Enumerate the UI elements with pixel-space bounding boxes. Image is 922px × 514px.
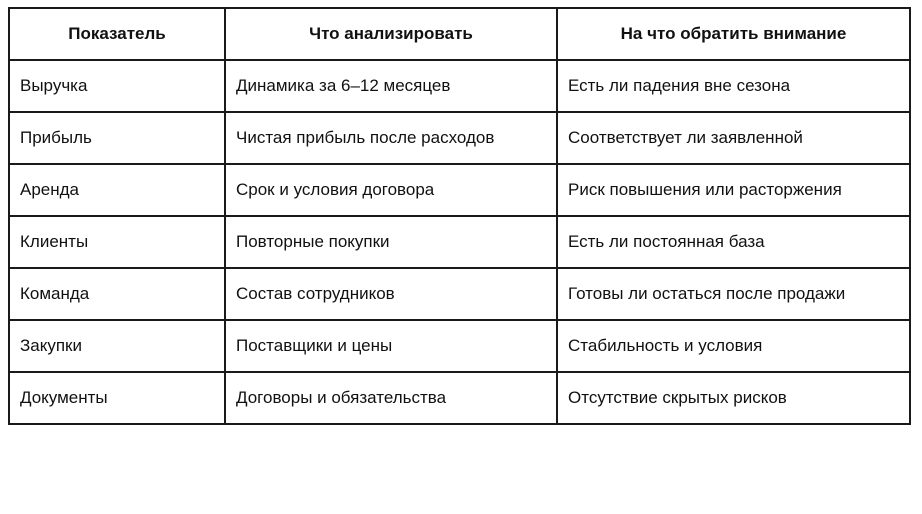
indicator-cell: Выручка [9,60,225,112]
attention-cell: Есть ли постоянная база [557,216,910,268]
indicator-cell: Документы [9,372,225,424]
analyze-cell: Состав сотрудников [225,268,557,320]
analyze-cell: Срок и условия договора [225,164,557,216]
header-what-to-analyze: Что анализировать [225,8,557,60]
attention-cell: Стабильность и условия [557,320,910,372]
analyze-cell: Повторные покупки [225,216,557,268]
attention-cell: Готовы ли остаться после продажи [557,268,910,320]
header-what-to-watch: На что обратить внимание [557,8,910,60]
indicator-cell: Аренда [9,164,225,216]
analysis-table [8,7,911,425]
table-row [9,372,910,424]
attention-cell: Отсутствие скрытых рисков [557,372,910,424]
indicator-cell: Клиенты [9,216,225,268]
table-row [9,164,910,216]
analyze-cell: Чистая прибыль после расходов [225,112,557,164]
indicator-cell: Закупки [9,320,225,372]
analyze-cell: Договоры и обязательства [225,372,557,424]
table-row [9,268,910,320]
header-row [9,8,910,60]
header-indicator: Показатель [9,8,225,60]
table-row [9,112,910,164]
table-row [9,320,910,372]
indicator-cell: Команда [9,268,225,320]
attention-cell: Риск повышения или расторжения [557,164,910,216]
table-row [9,216,910,268]
indicator-cell: Прибыль [9,112,225,164]
table-row [9,60,910,112]
attention-cell: Есть ли падения вне сезона [557,60,910,112]
analyze-cell: Динамика за 6–12 месяцев [225,60,557,112]
analyze-cell: Поставщики и цены [225,320,557,372]
attention-cell: Соответствует ли заявленной [557,112,910,164]
